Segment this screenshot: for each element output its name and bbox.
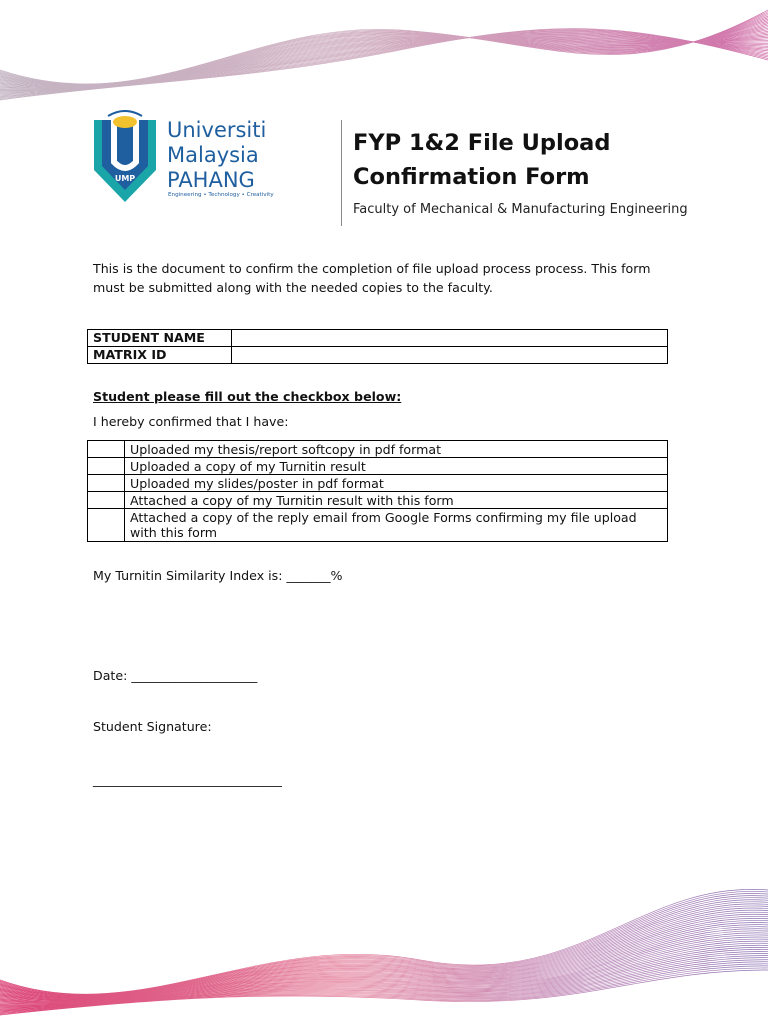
confirmation-lead: I hereby confirmed that I have: — [93, 414, 289, 429]
signature-line[interactable]: ______________________________ — [93, 772, 282, 787]
checklist-item: Uploaded my slides/poster in pdf format — [125, 475, 668, 492]
signature-label: Student Signature: — [93, 719, 212, 734]
logo-tagline: Engineering • Technology • Creativity — [168, 192, 274, 198]
form-title-line-2: Confirmation Form — [353, 164, 590, 190]
matrix-id-label: MATRIX ID — [88, 347, 232, 364]
university-name — [167, 118, 266, 193]
student-name-field[interactable] — [232, 330, 668, 347]
intro-paragraph: This is the document to confirm the completion of file upload process process. This form must be submitted along with the needed copies to the faculty. — [93, 261, 651, 295]
checklist-item: Uploaded my thesis/report softcopy in pdf format — [125, 441, 668, 458]
checkbox-cell[interactable] — [88, 475, 125, 492]
table-row — [88, 347, 668, 364]
checklist-item: Uploaded a copy of my Turnitin result — [125, 458, 668, 475]
date-line[interactable]: Date: ____________________ — [93, 668, 258, 683]
table-row — [88, 509, 668, 542]
university-name-line-1: Universiti — [167, 118, 267, 142]
checkbox-cell[interactable] — [88, 458, 125, 475]
form-title-line-1: FYP 1&2 File Upload — [353, 130, 611, 156]
checklist-item: Attached a copy of the reply email from Google Forms confirming my file upload with this form — [125, 509, 668, 542]
similarity-index-line[interactable]: My Turnitin Similarity Index is: _______% — [93, 568, 343, 583]
bottom-wave-decoration — [0, 860, 768, 1024]
table-row — [88, 458, 668, 475]
university-name-line-2: Malaysia — [167, 143, 259, 167]
checklist-table — [87, 440, 668, 542]
table-row — [88, 492, 668, 509]
matrix-id-field[interactable] — [232, 347, 668, 364]
university-logo — [92, 108, 292, 208]
header-divider — [341, 120, 342, 226]
shield-text: UMP — [114, 174, 136, 183]
checklist-item: Attached a copy of my Turnitin result with this form — [125, 492, 668, 509]
table-row — [88, 475, 668, 492]
wave-line — [0, 910, 768, 997]
wave-line — [0, 925, 768, 1000]
university-name-line-3: PAHANG — [167, 168, 255, 192]
faculty-name: Faculty of Mechanical & Manufacturing Engineering — [353, 202, 688, 217]
checkbox-cell[interactable] — [88, 509, 125, 542]
table-row — [88, 330, 668, 347]
checkbox-cell[interactable] — [88, 492, 125, 509]
table-row — [88, 441, 668, 458]
checkbox-instruction: Student please fill out the checkbox below: — [93, 389, 402, 404]
form-title — [353, 126, 610, 194]
student-details-table — [87, 329, 668, 364]
ump-shield-icon — [92, 110, 158, 206]
checkbox-cell[interactable] — [88, 441, 125, 458]
student-name-label: STUDENT NAME — [88, 330, 232, 347]
wave-line — [0, 906, 768, 997]
